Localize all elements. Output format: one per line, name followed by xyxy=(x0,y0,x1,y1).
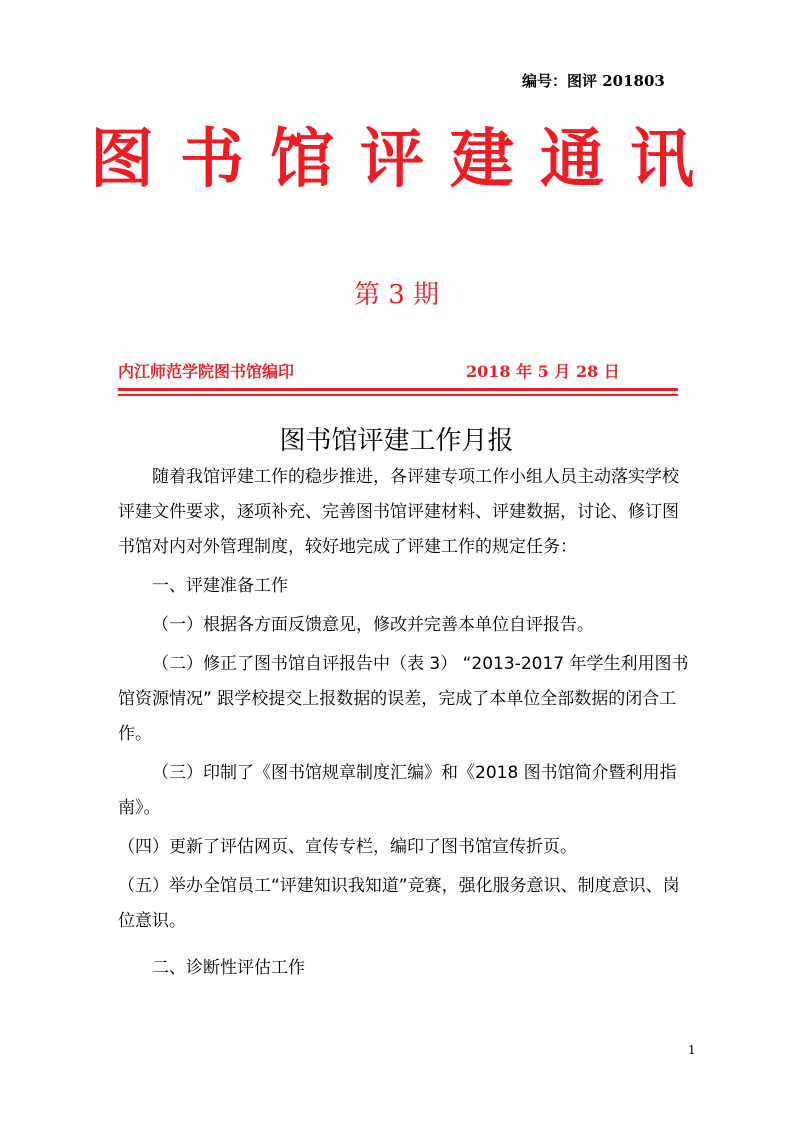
newsletter-masthead: 图书馆评建通讯 xyxy=(90,123,720,197)
intro-paragraph: 随着我馆评建工作的稳步推进，各评建专项工作小组人员主动落实学校评建文件要求，逐项补充、完善图书馆评建材料、评建数据，讨论、修订图书馆对内对外管理制度，较好地完成了评建工作的规定任务： xyxy=(118,467,679,557)
section-heading-preparation: 一、评建准备工作 xyxy=(152,576,288,596)
publication-date: 2018 年 5 月 28 日 xyxy=(466,362,620,381)
list-item: （四）更新了评估网页、宣传专栏，编印了图书馆宣传折页。 xyxy=(118,837,577,857)
page-number: 1 xyxy=(688,1043,696,1057)
list-item: （一）根据各方面反馈意见，修改并完善本单位自评报告。 xyxy=(152,615,594,635)
document-serial-number: 编号：图评 201803 xyxy=(522,72,665,90)
issue-number: 第 3 期 xyxy=(353,280,440,310)
list-item: （三）印制了《图书馆规章制度汇编》和《2018 图书馆简介暨利用指南》。 xyxy=(118,763,677,818)
header-divider-thick xyxy=(118,388,678,391)
list-item: （二）修正了图书馆自评报告中（表 3） “2013-2017 年学生利用图书馆资源情况” 跟学校提交上报数据的误差，完成了本单位全部数据的闭合工作。 xyxy=(118,654,689,744)
header-divider-thin xyxy=(118,394,678,396)
report-title: 图书馆评建工作月报 xyxy=(279,426,514,456)
list-item: （五）举办全馆员工“评建知识我知道”竞赛，强化服务意识、制度意识、岗位意识。 xyxy=(118,876,680,931)
section-heading-diagnostic: 二、诊断性评估工作 xyxy=(152,958,305,978)
article-body xyxy=(118,460,692,986)
publisher-line: 内江师范学院图书馆编印 xyxy=(118,362,295,381)
